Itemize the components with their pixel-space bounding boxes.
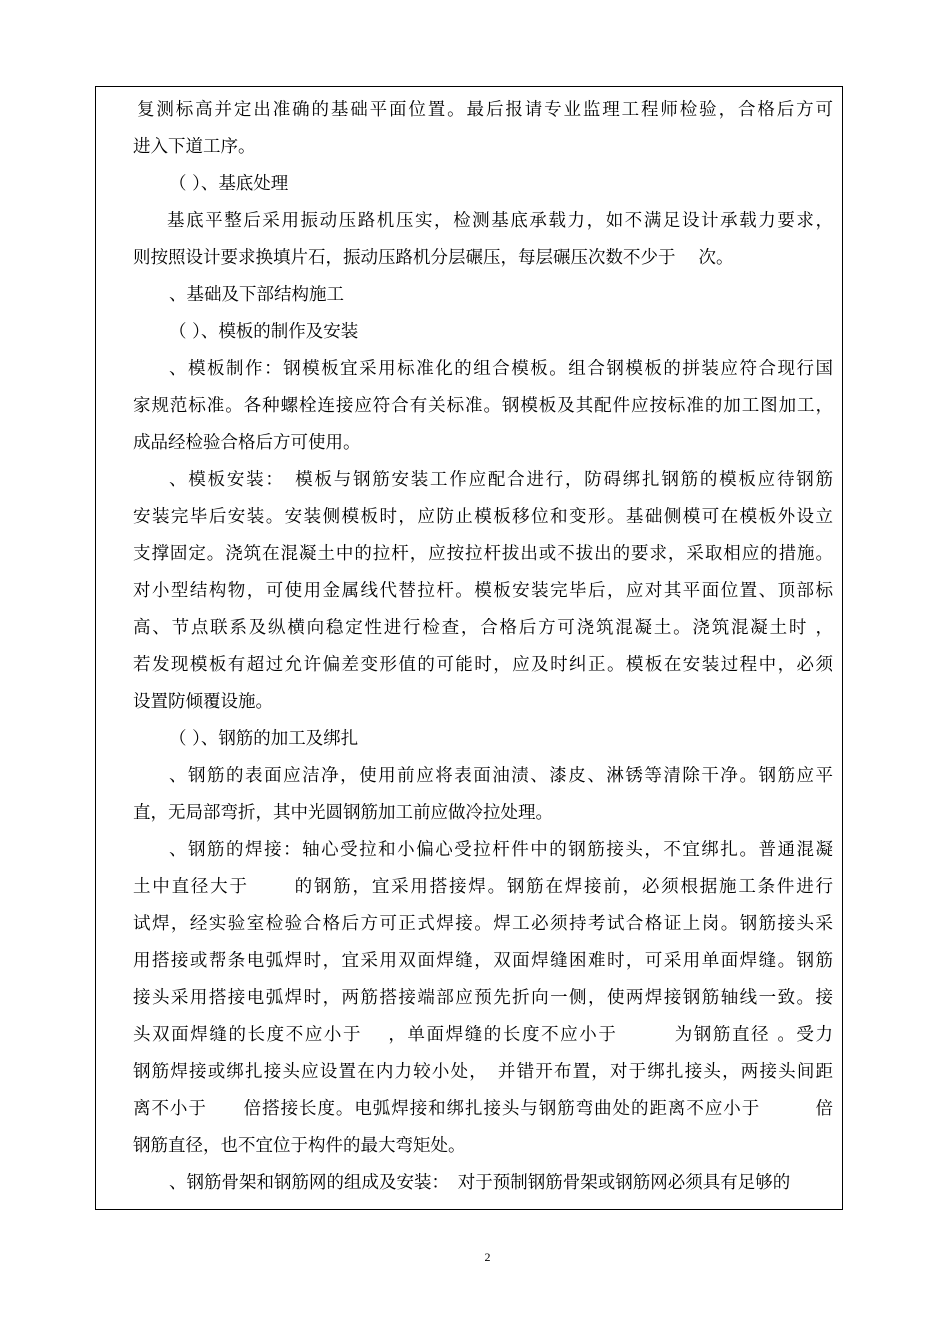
text-line: 安装完毕后安装。安装侧模板时，应防止模板移位和变形。基础侧模可在模板外设立 (133, 507, 833, 527)
section-heading: （ ）、基底处理 (169, 174, 289, 194)
text-line: 、钢筋骨架和钢筋网的组成及安装： 对于预制钢筋骨架或钢筋网必须具有足够的 (169, 1173, 791, 1193)
text-line: 直，无局部弯折，其中光圆钢筋加工前应做冷拉处理。 (133, 803, 553, 823)
section-heading: （ ）、钢筋的加工及绑扎 (169, 729, 359, 749)
text-line: 、模板安装： 模板与钢筋安装工作应配合进行，防碍绑扎钢筋的模板应待钢筋 (169, 470, 833, 490)
text-line: 离不小于 倍搭接长度。电弧焊接和绑扎接头与钢筋弯曲处的距离不应小于 倍 (133, 1099, 833, 1119)
text-line: 、模板制作：钢模板宜采用标准化的组合模板。组合钢模板的拼装应符合现行国 (169, 359, 833, 379)
section-heading: 、基础及下部结构施工 (169, 285, 344, 305)
text-line: 设置防倾覆设施。 (133, 692, 273, 712)
text-line: 钢筋焊接或绑扎接头应设置在内力较小处， 并错开布置，对于绑扎接头，两接头间距 (133, 1062, 833, 1082)
text-line: 进入下道工序。 (133, 137, 256, 157)
text-line: 若发现模板有超过允许偏差变形值的可能时，应及时纠正。模板在安装过程中，必须 (133, 655, 833, 675)
text-line: 、钢筋的焊接：轴心受拉和小偏心受拉杆件中的钢筋接头，不宜绑扎。普通混凝 (169, 840, 833, 860)
text-line: 头双面焊缝的长度不应小于 ，单面焊缝的长度不应小于 为钢筋直径 。受力 (133, 1025, 833, 1045)
text-line: 支撑固定。浇筑在混凝土中的拉杆，应按拉杆拔出或不拔出的要求，采取相应的措施。 (133, 544, 833, 564)
text-line: 土中直径大于 的钢筋，宜采用搭接焊。钢筋在焊接前，必须根据施工条件进行 (133, 877, 833, 897)
section-heading: （ ）、模板的制作及安装 (169, 322, 359, 342)
text-line: 试焊，经实验室检验合格后方可正式焊接。焊工必须持考试合格证上岗。钢筋接头采 (133, 914, 833, 934)
text-line: 钢筋直径，也不宜位于构件的最大弯矩处。 (133, 1136, 466, 1156)
text-line: 高、节点联系及纵横向稳定性进行检查，合格后方可浇筑混凝土。浇筑混凝土时 ， (133, 618, 833, 638)
text-line: 则按照设计要求换填片石，振动压路机分层碾压，每层碾压次数不少于 次。 (133, 248, 734, 268)
text-line: 复测标高并定出准确的基础平面位置。最后报请专业监理工程师检验，合格后方可 (137, 100, 833, 120)
page-number: 2 (484, 1250, 491, 1264)
text-line: 家规范标准。各种螺栓连接应符合有关标准。钢模板及其配件应按标准的加工图加工， (133, 396, 833, 416)
text-line: 基底平整后采用振动压路机压实，检测基底承载力，如不满足设计承载力要求， (167, 211, 833, 231)
text-line: 、钢筋的表面应洁净，使用前应将表面油渍、漆皮、淋锈等清除干净。钢筋应平 (169, 766, 833, 786)
document-body (133, 92, 833, 1202)
text-line: 成品经检验合格后方可使用。 (133, 433, 361, 453)
text-line: 对小型结构物，可使用金属线代替拉杆。模板安装完毕后，应对其平面位置、顶部标 (133, 581, 833, 601)
text-line: 用搭接或帮条电弧焊时，宜采用双面焊缝，双面焊缝困难时，可采用单面焊缝。钢筋 (133, 951, 833, 971)
text-line: 接头采用搭接电弧焊时，两筋搭接端部应预先折向一侧，使两焊接钢筋轴线一致。接 (133, 988, 833, 1008)
